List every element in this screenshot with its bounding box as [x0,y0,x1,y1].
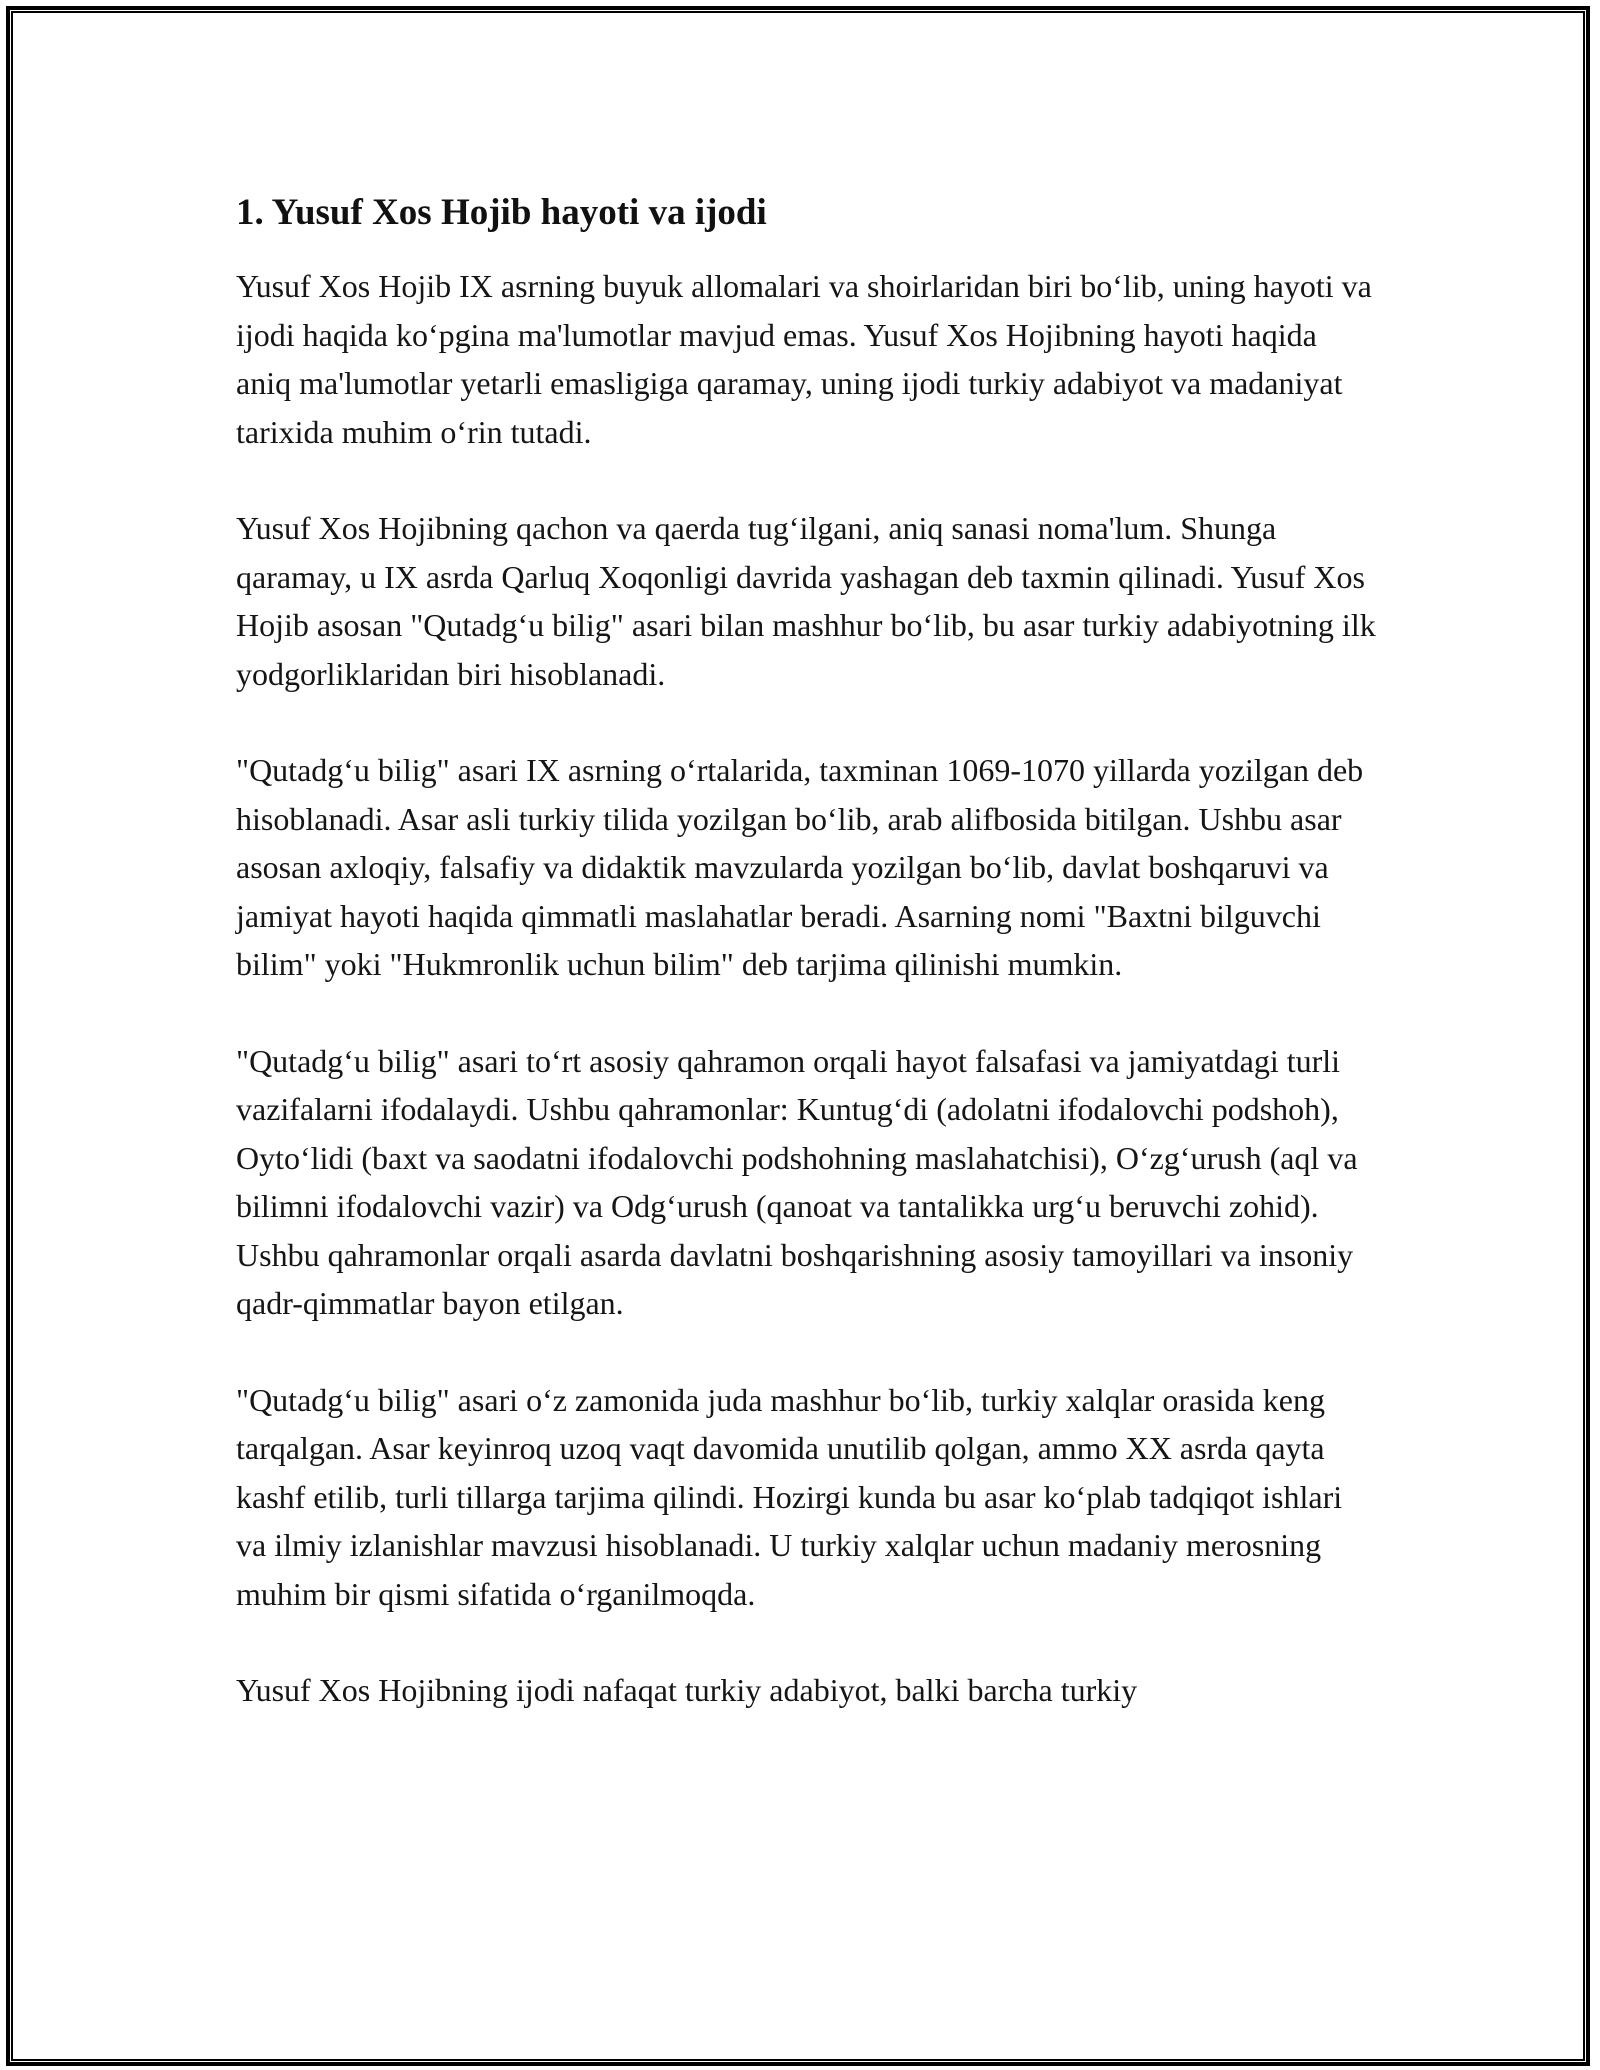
paragraph-3: "Qutadg‘u bilig" asari IX asrning o‘rtalarida, taxminan 1069-1070 yillarda yozilgan deb hisoblanadi. Asar asli turkiy tilida yozilgan bo‘lib, arab alifbosida bitilgan. Ushbu asar asosan axloqiy, falsafiy va didaktik mavzularda yozilgan bo‘lib, davlat boshqaruvi va jamiyat hayoti haqida qimmatli maslahatlar beradi. Asarning nomi "Baxtni bilguvchi bilim" yoki "Hukmronlik uchun bilim" deb tarjima qilinishi mumkin. [236,752,1364,982]
section-heading: 1. Yusuf Xos Hojib hayoti va ijodi [236,192,767,233]
document-body [236,188,1376,1763]
paragraph-4: "Qutadg‘u bilig" asari to‘rt asosiy qahramon orqali hayot falsafasi va jamiyatdagi turli vazifalarni ifodalaydi. Ushbu qahramonlar: Kuntug‘di (adolatni ifodalovchi podshoh), Oyto‘lidi (baxt va saodatni ifodalovchi podshohning maslahatchisi), O‘zg‘urush (aql va bilimni ifodalovchi vazir) va Odg‘urush (qanoat va tantalikka urg‘u beruvchi zohid). Ushbu qahramonlar orqali asarda davlatni boshqarishning asosiy tamoyillari va insoniy qadr-qimmatlar bayon etilgan. [236,1042,1358,1321]
paragraph-6: Yusuf Xos Hojibning ijodi nafaqat turkiy adabiyot, balki barcha turkiy [236,1672,1138,1708]
paragraph-2: Yusuf Xos Hojibning qachon va qaerda tug‘ilgani, aniq sanasi noma'lum. Shunga qaramay, u IX asrda Qarluq Xoqonligi davrida yashagan deb taxmin qilinadi. Yusuf Xos Hojib asosan "Qutadg‘u bilig" asari bilan mashhur bo‘lib, bu asar turkiy adabiyotning ilk yodgorliklaridan biri hisoblanadi. [236,510,1376,692]
paragraph-1: Yusuf Xos Hojib IX asrning buyuk allomalari va shoirlaridan biri bo‘lib, uning hayoti va ijodi haqida ko‘pgina ma'lumotlar mavjud emas. Yusuf Xos Hojibning hayoti haqida aniq ma'lumotlar yetarli emasligiga qaramay, uning ijodi turkiy adabiyot va madaniyat tarixida muhim o‘rin tutadi. [236,268,1372,450]
paragraph-5: "Qutadg‘u bilig" asari o‘z zamonida juda mashhur bo‘lib, turkiy xalqlar orasida keng tarqalgan. Asar keyinroq uzoq vaqt davomida unutilib qolgan, ammo XX asrda qayta kashf etilib, turli tillarga tarjima qilindi. Hozirgi kunda bu asar ko‘plab tadqiqot ishlari va ilmiy izlanishlar mavzusi hisoblanadi. U turkiy xalqlar uchun madaniy merosning muhim bir qismi sifatida o‘rganilmoqda. [236,1381,1343,1612]
